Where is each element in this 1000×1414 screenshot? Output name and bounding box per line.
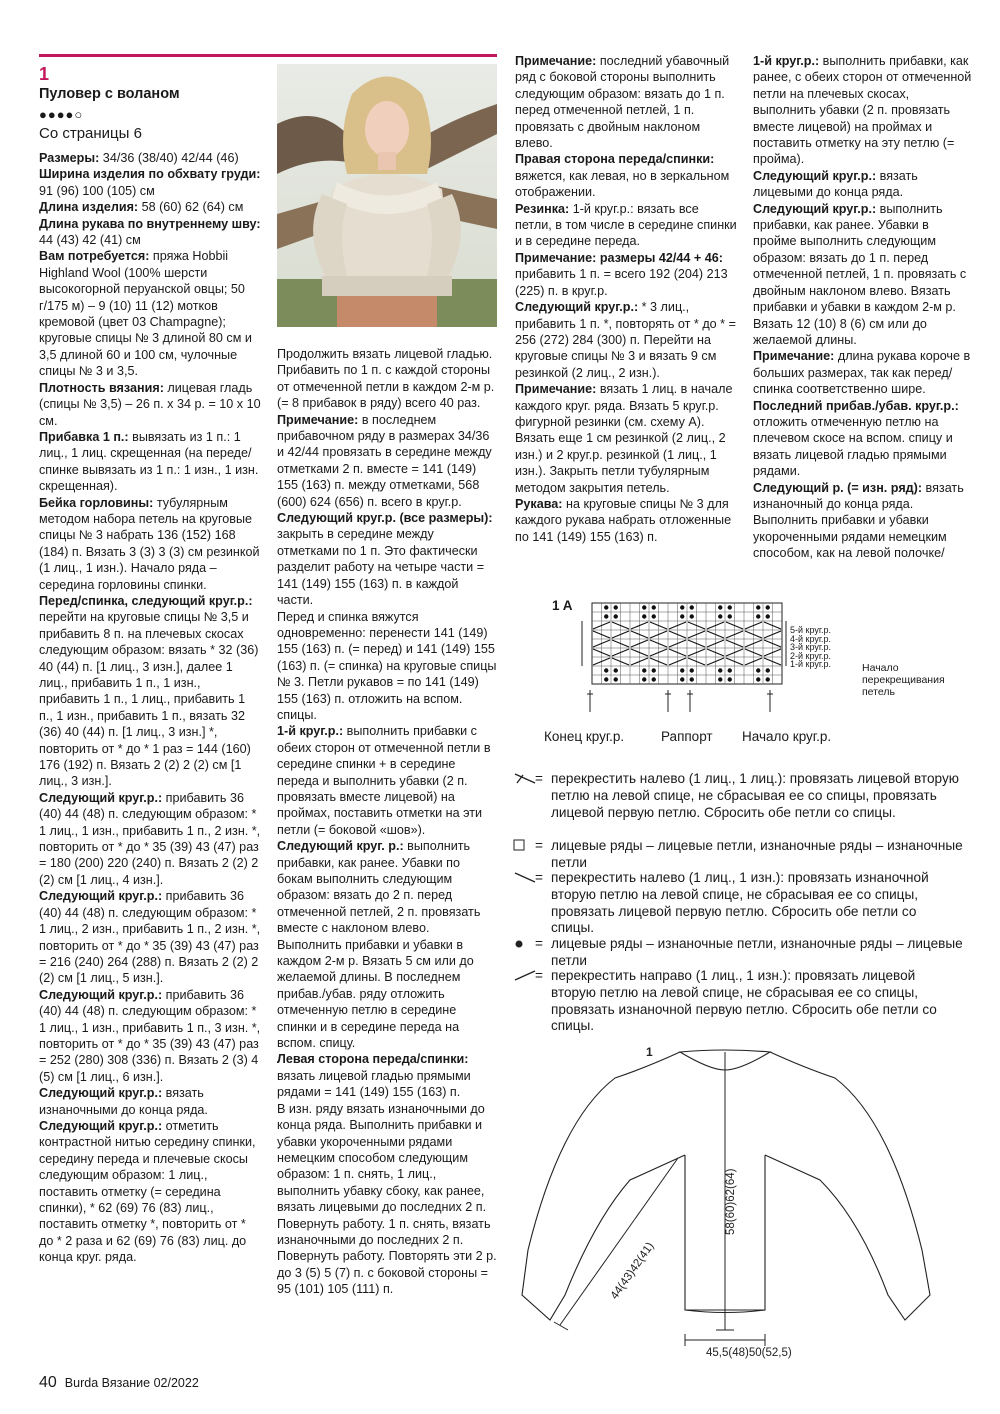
paragraph-text: вязать лицевой гладью прямыми рядами = 141 (149) 155 (163) п. (277, 1068, 471, 1100)
paragraph-text: отложить отмеченную петлю на плечевом скосе на вспом. спицу и вязать лицевой гладью прямыми рядами. (753, 414, 953, 479)
purl-dot (756, 677, 760, 681)
purl-dot (642, 668, 646, 672)
paragraph-text: вязать 1 лиц. в начале каждого круг. ряда. Вязать 5 круг.р. фигурной резинки (см. схему А). Вязать еще 1 см резинкой (2 лиц., 2 изн.) и 2 круг.р. резинкой (1 лиц., 1 изн.). Закрыть петли тубулярным методом закрытия петель. (515, 382, 733, 495)
paragraph-text: 1-й круг.р.: вязать все петли, в том числе в середине спинки и в середине переда. (515, 201, 737, 249)
purl-dot (766, 677, 770, 681)
model-photo (277, 64, 497, 327)
paragraph-heading: Следующий круг.р. (все размеры): (277, 511, 493, 526)
legend-text: перекрестить налево (1 лиц., 1 лиц.): провязать лицевой вторую петлю на левой спице, не сбрасывая ее со спицы, провязать лицевой первую петлю. Сбросить обе петли со спицы. (551, 771, 959, 820)
paragraph (39, 199, 261, 215)
paragraph (515, 381, 737, 496)
purl-dot (642, 677, 646, 681)
paragraph-heading: Примечание: (753, 349, 835, 364)
row-label: 3-й круг.р. (790, 642, 832, 653)
purl-dot (680, 605, 684, 609)
purl-dot (728, 677, 732, 681)
text-column-4 (753, 53, 975, 562)
paragraph (39, 1118, 261, 1266)
paragraph-text: лицевая гладь (спицы № 3,5) – 26 п. х 34 р. = 10 х 10 см. (39, 380, 261, 428)
paragraph (515, 250, 737, 299)
paragraph-heading: Примечание: (515, 54, 597, 68)
legend-text: лицевые ряды – лицевые петли, изнаночные ряды – изнаночные петли (551, 838, 963, 870)
paragraph-heading: Перед/спинка, следующий круг.р.: (39, 593, 253, 608)
purl-dot (690, 677, 694, 681)
paragraph (515, 53, 737, 151)
purl-dot (728, 614, 732, 618)
paragraph-heading: Следующий круг.р.: (39, 1086, 163, 1101)
header-rule (39, 54, 497, 57)
article-number: 1 (39, 64, 50, 84)
purl-dot (680, 677, 684, 681)
paragraph-heading: Правая сторона переда/спинки: (515, 152, 715, 167)
purl-dot (680, 668, 684, 672)
paragraph-text: отметить контрастной нитью середину спинки, середину переда и плечевые скосы следующим образом: 1 лиц., поставить отметку (= середина спинки), * 62 (69) 76 (83) лиц., поставить отметку *, повторить от * до * 2 раза и 62 (69) 76 (83) лиц. до конца круг. ряда. (39, 1118, 256, 1265)
paragraph (753, 53, 975, 168)
page-footer (39, 1374, 199, 1392)
purl-dot (718, 677, 722, 681)
paragraph (39, 216, 261, 249)
length-measure: 58(60)62(64) (725, 1168, 737, 1235)
paragraph-text: вяжется, как левая, но в зеркальном отображении. (515, 168, 730, 200)
paragraph (277, 723, 497, 838)
paragraph (39, 888, 261, 986)
paragraph-text: вязать лицевыми до конца ряда. (753, 168, 918, 200)
paragraph-heading: Примечание: (277, 412, 359, 427)
sleeve-measure: 44(43)42(41) (608, 1240, 657, 1302)
purl-dot (652, 605, 656, 609)
paragraph (277, 1051, 497, 1100)
paragraph (277, 609, 497, 724)
purl-dot (652, 677, 656, 681)
paragraph-heading: Следующий круг.р.: (753, 201, 877, 216)
paragraph-text: В изн. ряду вязать изнаночными до конца ряда. Выполнить прибавки и убавки укороченными рядами немецким способом следующим образом: 1 п. снять, 1 лиц., выполнить убавку сбоку, как ранее, вязать лицевыми до последних 2 п. Повернуть работу. 1 п. снять, вязать изнаночными до последних 2 п. Повернуть работу. Повторять эти 2 р. до 3 (5) 5 (7) п. с боковой стороны = 95 (101) 105 (111) п. (277, 1101, 497, 1297)
paragraph-text: вязать изнаночный до конца ряда. Выполнить прибавки и убавки укороченными рядами немецким способом, как на левой полочке/ (753, 480, 964, 561)
paragraph-heading: Длина рукава по внутреннему шву: (39, 216, 261, 231)
paragraph-text: * 3 лиц., прибавить 1 п. *, повторять от * до * = 256 (272) 284 (300) п. Перейти на круговые спицы № 3 и вязать 9 см резинкой (2 лиц., 2 изн.). (515, 300, 736, 380)
paragraph-heading: Следующий р. (= изн. ряд): (753, 480, 923, 495)
legend-item (513, 968, 963, 1035)
legend-item (513, 838, 963, 872)
paragraph-heading: Бейка горловины: (39, 495, 154, 510)
paragraph (753, 201, 975, 349)
paragraph (277, 838, 497, 1051)
text-column-1 (39, 150, 261, 1266)
paragraph-heading: Следующий круг.р.: (753, 168, 877, 183)
purl-dot (728, 605, 732, 609)
garment-schematic (520, 1040, 980, 1370)
purl-dot (690, 605, 694, 609)
magazine-name: Burda Вязание 02/2022 (64, 1376, 199, 1390)
purl-dot (604, 677, 608, 681)
paragraph (753, 348, 975, 397)
legend-equals: = (535, 771, 543, 786)
paragraph-text: 91 (96) 100 (105) см (39, 183, 155, 198)
paragraph-heading: Примечание: (515, 382, 597, 397)
row-labels (790, 626, 831, 669)
from-page: Со страницы 6 (39, 125, 142, 142)
paragraph-text: закрыть в середине между отметками по 1 п. Это фактически разделит работу на четыре части = 141 (149) 155 (163) п. в каждой части. (277, 527, 485, 608)
paragraph (39, 593, 261, 790)
paragraph-text: 34/36 (38/40) 42/44 (46) (99, 151, 239, 165)
paragraph-heading: Резинка: (515, 201, 570, 216)
paragraph-text: выполнить прибавки, как ранее. Убавки по бокам выполнить следующим образом: вязать до 2 п. перед отмеченной петлей, 2 п. провязать вместе с наклоном влево. Выполнить прибавки и убавки в каждом 2-м р. Вязать 5 см или до желаемой длины. В последнем прибав./убав. ряду отложить отмеченную петлю в середине спинки и в середине переда на вспом. спицу. (277, 839, 481, 1051)
purl-dot (652, 614, 656, 618)
paragraph-heading: Рукава: (515, 496, 563, 511)
purl-dot (728, 668, 732, 672)
paragraph-heading: Прибавка 1 п.: (39, 429, 129, 444)
purl-dot (652, 668, 656, 672)
chart-label: 1 A (552, 598, 573, 613)
row-label: 5-й круг.р. (790, 625, 832, 635)
purl-dot (756, 605, 760, 609)
paragraph-heading: Размеры: (39, 151, 100, 165)
purl-dot (604, 605, 608, 609)
paragraph-heading: Примечание: размеры 42/44 + 46: (515, 250, 723, 265)
paragraph (515, 496, 737, 545)
difficulty-rating: ●●●●○ (39, 107, 84, 122)
paragraph-text: прибавить 1 п. = всего 192 (204) 213 (225) п. в круг.р. (515, 267, 728, 298)
legend-item (513, 771, 963, 821)
legend-equals: = (535, 870, 543, 885)
paragraph-heading: Левая сторона переда/спинки: (277, 1052, 469, 1067)
paragraph-text: прибавить 36 (40) 44 (48) п. следующим образом: * 1 лиц., 2 изн., прибавить 1 п., 2 изн. *, повторить от * до * 35 (39) 43 (47) раз = 216 (240) 264 (288) п. Вязать 2 (2) 2 (2) см [1 лиц., 5 изн.]. (39, 889, 261, 986)
legend-equals: = (535, 968, 543, 983)
paragraph (515, 299, 737, 381)
photo-illustration (277, 64, 497, 327)
paragraph-heading: Последний прибав./убав. круг.р.: (753, 398, 959, 413)
paragraph-heading: Следующий круг. р.: (277, 839, 404, 854)
paragraph (39, 987, 261, 1085)
paragraph-text: перейти на круговые спицы № 3,5 и прибавить 8 п. на плечевых скосах следующим образом: вязать * 32 (36) 40 (44) п. [1 лиц., 3 изн.], далее 1 лиц., прибавить 1 п., 1 изн., прибавить 1 п., 1 лиц., прибавить 1 п., 1 изн., прибавить 1 п., вязать 32 (36) 40 (44) п. [1 лиц., 3 изн.] *, повторить от * до * 1 раз = 144 (160) 176 (192) п. Вязать 2 (2) 2 (2) см [1 лиц., 3 изн.]. (39, 610, 259, 789)
paragraph-text: 44 (43) 42 (41) см (39, 233, 141, 248)
row-label: 4-й круг.р. (790, 633, 832, 644)
purl-dot (614, 668, 618, 672)
purl-dot (756, 668, 760, 672)
legend-text: лицевые ряды – изнаночные петли, изнаночные ряды – лицевые петли (551, 936, 963, 968)
purl-dot (642, 614, 646, 618)
paragraph-text: выполнить прибавки, как ранее, с обеих сторон от отмеченной петли на плечевых скосах, выполнить убавки (2 п. провязать вместе лицевой) на проймах и поставить отметку на эту петлю (= пройма). (753, 54, 972, 167)
paragraph-heading: Плотность вязания: (39, 380, 164, 395)
paragraph (39, 166, 261, 199)
purl-dot (718, 668, 722, 672)
article-title: Пуловер с воланом (39, 86, 180, 102)
paragraph-text: на круговые спицы № 3 для каждого рукава набрать отложенные по 141 (149) 155 (163) п. (515, 496, 732, 544)
paragraph (515, 151, 737, 200)
width-measure: 45,5(48)50(52,5) (706, 1347, 792, 1359)
paragraph-heading: Следующий круг.р.: (39, 790, 163, 805)
schematic-number: 1 (646, 1045, 653, 1059)
paragraph-text: Перед и спинка вяжутся одновременно: перенести 141 (149) 155 (163) п. (= перед) и 141 (149) 155 (163) п. (= спинка) на круговые спицы № 3. Петли рукавов = по 141 (149) 155 (163) п. отложить на вспом. спицы. (277, 609, 497, 722)
paragraph (39, 429, 261, 495)
row-label: 1-й круг.р. (790, 659, 832, 670)
purl-dot (766, 605, 770, 609)
repeat-label: Раппорт (661, 729, 713, 744)
purl-dot (718, 614, 722, 618)
paragraph-text: Продолжить вязать лицевой гладью. Прибавить по 1 п. с каждой стороны от отмеченной петли в каждом 2-м р. (= 8 прибавок в ряду) всего 40 раз. (277, 347, 495, 411)
purl-dot (766, 668, 770, 672)
paragraph (277, 1101, 497, 1298)
cross-start-note: Начало перекрещивания петель (862, 662, 945, 698)
paragraph-text: пряжа Hobbii Highland Wool (100% шерсти высокогорной перуанской овцы; 50 г/175 м) – 9 (10) 11 (12) мотков кремовой (цвет 03 Champagne); круговые спицы № 3 длиной 80 см и 3,5 длиной 60 и 100 см, чулочные спицы № 3 и 3,5. (39, 249, 252, 379)
paragraph (515, 201, 737, 250)
purl-dot (690, 668, 694, 672)
round-start-label: Начало круг.р. (742, 729, 832, 744)
page-number: 40 (39, 1374, 57, 1391)
paragraph-text: тубулярным методом набора петель на круговые спицы № 3 набрать 136 (152) 168 (184) п. Вязать 3 (3) 3 (3) см резинкой (1 лиц., 1 изн.). Начало ряда – середина горловины спинки. (39, 495, 260, 592)
paragraph (39, 495, 261, 593)
paragraph-text: вывязать из 1 п.: 1 лиц., 1 лиц. скрещенная (на переде/спинке вывязать из 1 п.: 1 изн., 1 изн. скрещенная). (39, 429, 259, 494)
paragraph (39, 150, 261, 166)
paragraph-heading: Следующий круг.р.: (39, 889, 163, 904)
paragraph-heading: Следующий круг.р.: (39, 1118, 163, 1133)
legend-text: перекрестить налево (1 лиц., 1 изн.): провязать изнаночной вторую петлю на левой спице, не сбрасывая ее со спицы, провязать лицевой первую петлю. Сбросить обе петли со спицы. (551, 870, 929, 936)
paragraph-text: в последнем прибавочном ряду в размерах 34/36 и 42/44 провязать в середине между отметками 2 п. вместе = 141 (149) 155 (163) п. между отметками, 568 (600) 624 (656) п. всего в круг.р. (277, 412, 492, 509)
paragraph-text: прибавить 36 (40) 44 (48) п. следующим образом: * 1 лиц., 1 изн., прибавить 1 п., 3 изн. *, повторить от * до * 35 (39) 43 (47) раз = 252 (280) 308 (336) п. Вязать 2 (3) 4 (5) см [1 лиц., 6 изн.]. (39, 987, 261, 1084)
paragraph (753, 480, 975, 562)
legend-equals: = (535, 838, 543, 853)
paragraph-text: выполнить прибавки с обеих сторон от отмеченной петли в середине спинки + в середине переда и выполнить убавки (2 п. провязать вместе лицевой) на проймах, поставить отметки на эти петли (= боковой «шов»). (277, 724, 491, 837)
purl-dot (690, 614, 694, 618)
purl-dot (614, 677, 618, 681)
paragraph-heading: Ширина изделия по обхвату груди: (39, 167, 261, 182)
paragraph (753, 168, 975, 201)
paragraph (39, 1085, 261, 1118)
paragraph-text: выполнить прибавки, как ранее. Убавки в пройме выполнить следующим образом: вязать до 1 п. перед отмеченной петлей, 1 п. провязать с двойным наклоном влево. Вязать прибавки и убавки в каждом 2-м р. Вязать 12 (10) 8 (6) см или до желаемой длины. (753, 201, 967, 347)
legend-item (513, 870, 963, 937)
paragraph (39, 790, 261, 888)
paragraph-text: вязать изнаночными до конца ряда. (39, 1086, 208, 1117)
paragraph-heading: Длина изделия: (39, 200, 139, 215)
purl-dot (756, 614, 760, 618)
paragraph (277, 346, 497, 412)
purl-dot (680, 614, 684, 618)
paragraph-heading: Следующий круг.р.: (515, 300, 639, 315)
purl-dot (604, 614, 608, 618)
legend-item (513, 936, 963, 970)
purl-dot (614, 614, 618, 618)
legend-equals: = (535, 936, 543, 951)
paragraph-heading: Следующий круг.р.: (39, 987, 163, 1002)
paragraph-heading: Вам потребуется: (39, 249, 150, 264)
purl-dot (766, 614, 770, 618)
paragraph-heading: 1-й круг.р.: (753, 54, 820, 68)
paragraph (277, 510, 497, 608)
text-column-2 (277, 346, 497, 1298)
purl-dot (604, 668, 608, 672)
paragraph-text: последний убавочный ряд с боковой стороны выполнить следующим образом: вязать до 1 п. перед отмеченной петлей, 1 п. провязать с двойным наклоном влево. (515, 54, 730, 151)
paragraph-text: 58 (60) 62 (64) см (138, 200, 244, 215)
purl-dot (642, 605, 646, 609)
purl-dot (718, 605, 722, 609)
paragraph (753, 398, 975, 480)
paragraph (39, 248, 261, 379)
paragraph-text: прибавить 36 (40) 44 (48) п. следующим образом: * 1 лиц., 1 изн., прибавить 1 п., 2 изн. *, повторить от * до * 35 (39) 43 (47) раз = 180 (200) 220 (240) п. Вязать 2 (2) 2 (2) см [1 лиц., 4 изн.]. (39, 790, 261, 887)
purl-dot (614, 605, 618, 609)
paragraph-heading: 1-й круг.р.: (277, 724, 344, 739)
text-column-3 (515, 53, 737, 545)
row-label: 2-й круг.р. (790, 650, 832, 661)
paragraph (277, 412, 497, 510)
round-end-label: Конец круг.р. (544, 729, 625, 744)
legend-text: перекрестить направо (1 лиц., 1 изн.): провязать лицевой вторую петлю на левой спице, не сбрасывая ее со спицы, провязать изнаночной первую петлю. Сбросить обе петли со спицы. (551, 968, 937, 1034)
paragraph-text: длина рукава короче в больших размерах, так как перед/спинка соответственно шире. (753, 349, 971, 397)
paragraph (39, 380, 261, 429)
